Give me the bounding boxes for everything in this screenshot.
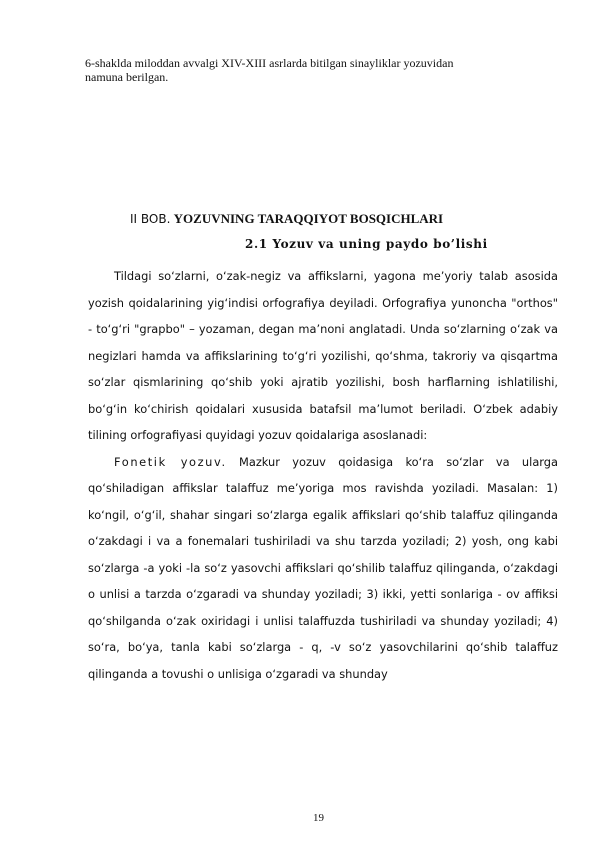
chapter-heading <box>0 211 595 227</box>
paragraph-1: Tildagi so‘zlarni, o‘zak-negiz va affikslarni, yagona me’yoriy talab asosida yozish qoidalarining yig‘indisi orfografiya deyiladi. Orfografiya yunoncha "orthos" - to‘g‘ri "grapbo" – yozaman, degan ma’noni anglatadi. Unda so‘zlarning o‘zak va negizlari hamda va affikslarining to‘g‘ri yozilishi, qo‘shma, takroriy va qisqartma so‘zlar qismlarining qo‘shib yoki ajratib yozilishi, bosh harflarning ishlatilishi, bo‘g‘in ko‘chirish qoidalari xususida batafsil ma’lumot beriladi. O‘zbek adabiy tilining orfografiyasi quyidagi yozuv qoidalariga asoslanadi: <box>88 269 558 442</box>
chapter-title: YOZUVNING TARAQQIYOT BOSQICHLARI <box>173 211 444 226</box>
section-heading: 2.1 Yozuv va uning paydo bo’lishi <box>245 237 488 251</box>
body-text <box>88 263 558 687</box>
caption-line-2: namuna berilgan. <box>85 70 169 84</box>
chapter-prefix: II BOB. <box>130 212 171 226</box>
paragraph-2-text: Mazkur yozuv qoidasiga ko‘ra so‘zlar va ularga qo‘shiladigan affikslar talaffuz me’yoriga mos ravishda yoziladi. Masalan: 1) ko‘ngil, o‘g‘il, shahar singari so‘zlarga egalik affikslari qo‘shib talaffuz qilinganda o‘zakdagi i va a fonemalari tushiriladi va shu tarzda yoziladi; 2) yosh, ong kabi so‘zlarga -a yoki -la so‘z yasovchi affikslari qo‘shilib talaffuz qilinganda, o‘zakdagi o unlisi a tarzda o‘zgaradi va shunday yoziladi; 3) ikki, yetti sonlariga - ov affiksi qo‘shilganda o‘zak oxiridagi i unlisi talaffuzda tushiriladi va shunday yoziladi; 4) so‘ra, bo‘ya, tanla kabi so‘zlarga - q, -v so‘z yasovchilarini qo‘shib talaffuz qilinganda a tovushi o unlisiga o‘zgaradi va shunday <box>88 454 558 681</box>
caption-line-1: 6-shaklda miloddan avvalgi XIV-XIII asrlarda bitilgan sinayliklar yozuvidan <box>85 56 454 70</box>
paragraph-2-term: Fonetik yozuv. <box>114 454 227 469</box>
figure-caption <box>85 56 515 84</box>
page-number: 19 <box>313 812 324 824</box>
paragraph-2 <box>88 449 558 688</box>
